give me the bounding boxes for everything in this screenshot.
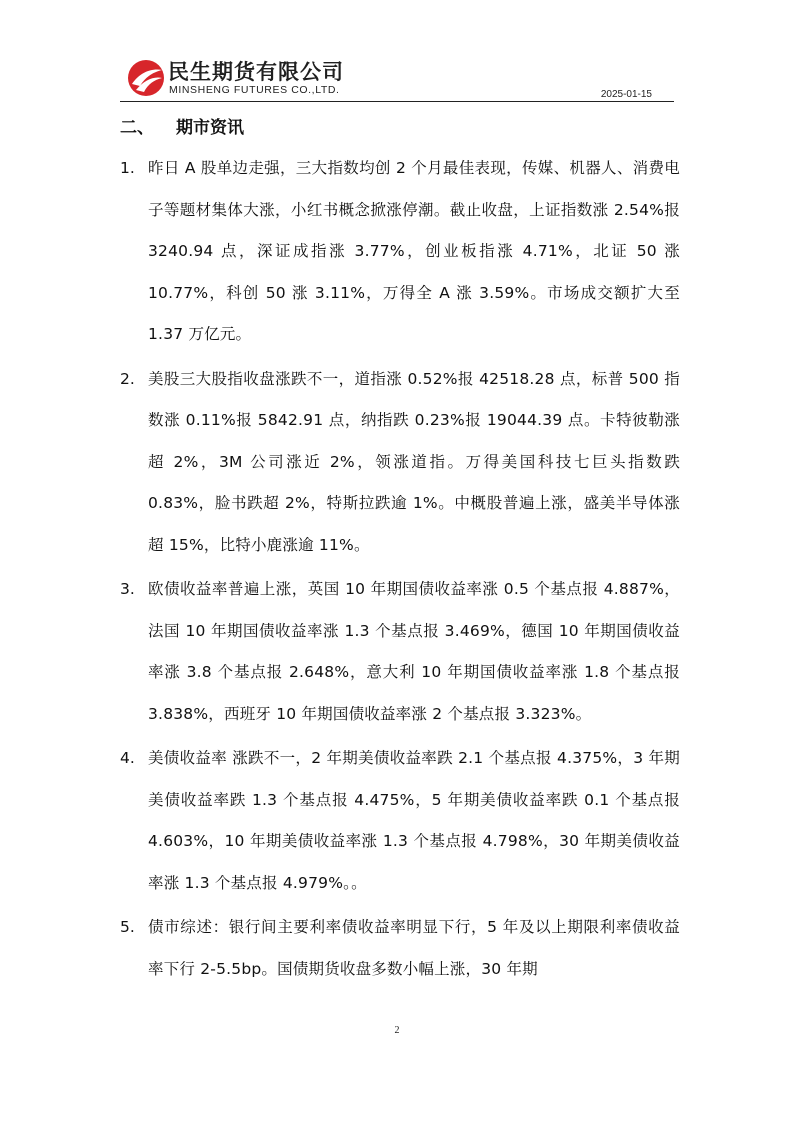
page-header [120, 52, 674, 102]
list-item-text: 债市综述：银行间主要利率债收益率明显下行，5 年及以上期限利率债收益率下行 2-5.5bp。国债期货收盘多数小幅上涨，30 年期 [148, 918, 680, 978]
list-item-text: 美债收益率 涨跌不一，2 年期美债收益率跌 2.1 个基点报 4.375%，3 年期美债收益率跌 1.3 个基点报 4.475%，5 年期美债收益率跌 0.1 个基点报 4.603%，10 年期美债收益率涨 1.3 个基点报 4.798%，30 年期美债收益率涨 1.3 个基点报 4.979%。。 [148, 749, 680, 892]
section-number: 二、 [120, 118, 154, 138]
page-number: 2 [394, 1025, 400, 1036]
list-item [120, 907, 680, 990]
section-title: 期市资讯 [176, 118, 244, 138]
company-name-cn: 民生期货有限公司 [168, 60, 344, 84]
list-item [120, 359, 680, 567]
section-heading [120, 113, 244, 138]
list-item [120, 148, 680, 356]
list-item-number: 2. [120, 369, 135, 388]
report-date: 2025-01-15 [600, 89, 652, 100]
list-item-text: 欧债收益率普遍上涨，英国 10 年期国债收益率涨 0.5 个基点报 4.887%，法国 10 年期国债收益率涨 1.3 个基点报 3.469%，德国 10 年期国债收益率涨 3.8 个基点报 2.648%，意大利 10 年期国债收益率涨 1.8 个基点报 3.838%，西班牙 10 年期国债收益率涨 2 个基点报 3.323%。 [148, 580, 680, 723]
list-item-number: 3. [120, 580, 135, 598]
list-item-number: 5. [120, 918, 135, 936]
list-item [120, 569, 680, 735]
header-divider [120, 101, 674, 102]
list-item-text: 昨日 A 股单边走强，三大指数均创 2 个月最佳表现，传媒、机器人、消费电子等题材集体大涨，小红书概念掀涨停潮。截止收盘，上证指数涨 2.54%报 3240.94 点，深证成指涨 3.77%，创业板指涨 4.71%，北证 50 涨 10.77%，科创 50 涨 3.11%，万得全 A 涨 3.59%。市场成交额扩大至 1.37 万亿元。 [148, 159, 680, 343]
minsheng-logo-icon [126, 58, 166, 98]
list-item-number: 4. [120, 749, 135, 767]
list-item [120, 738, 680, 904]
news-list [120, 148, 680, 993]
list-item-text: 美股三大股指收盘涨跌不一，道指涨 0.52%报 42518.28 点，标普 500 指数涨 0.11%报 5842.91 点，纳指跌 0.23%报 19044.39 点。卡特彼勒涨超 2%，3M 公司涨近 2%，领涨道指。万得美国科技七巨头指数跌 0.83%，脸书跌超 2%，特斯拉跌逾 1%。中概股普遍上涨，盛美半导体涨超 15%，比特小鹿涨逾 11%。 [148, 369, 680, 554]
company-name-en: MINSHENG FUTURES CO.,LTD. [169, 84, 340, 96]
list-item-number: 1. [120, 159, 135, 177]
